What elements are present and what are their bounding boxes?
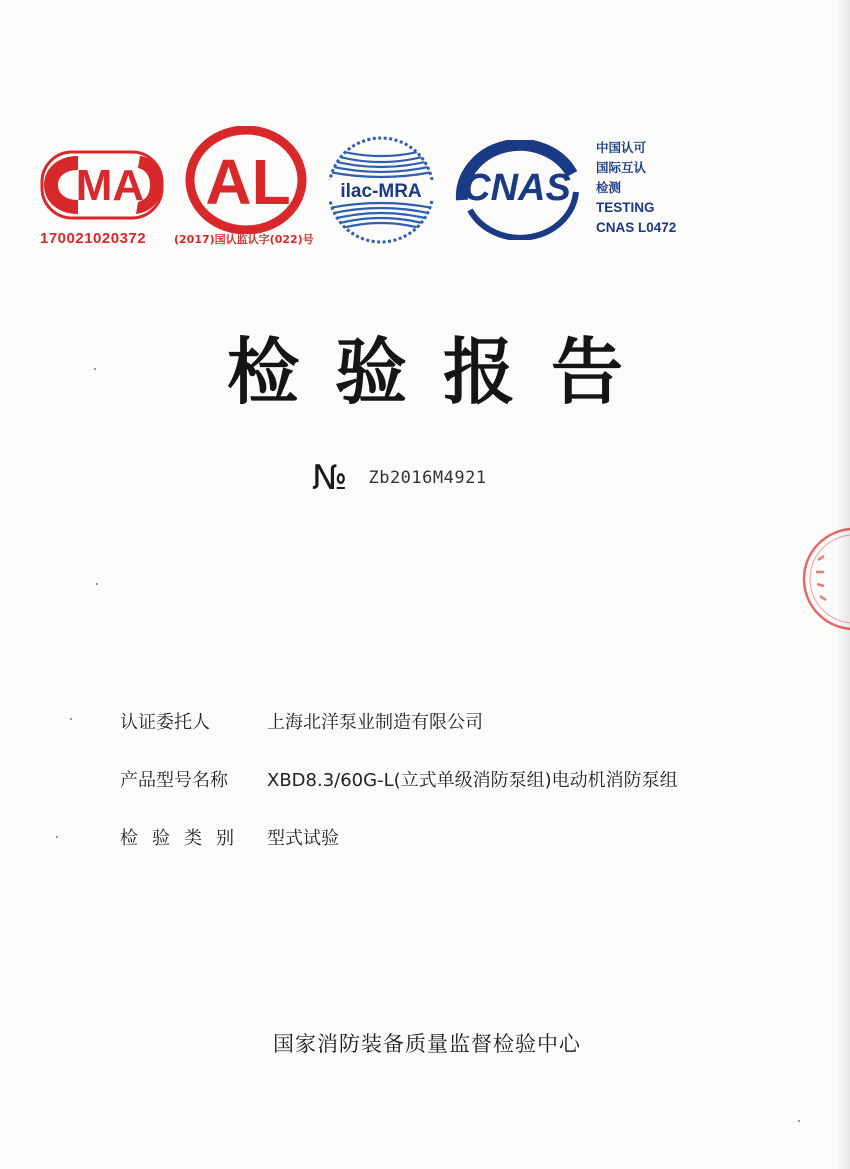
report-title: 检验报告 (226, 330, 659, 414)
cnas-line: 国际互认 (596, 160, 647, 175)
cal-logo (185, 126, 307, 234)
scan-speck (70, 718, 72, 720)
report-number (312, 458, 487, 498)
page-edge-shadow (836, 0, 850, 1169)
field-label: 检验类别 (120, 828, 248, 849)
field-label: 产品型号名称 (120, 770, 228, 791)
ilac-mra-logo (320, 134, 442, 246)
cnas-line: CNAS L0472 (596, 220, 677, 235)
cma-logo (38, 148, 166, 222)
scan-speck (96, 583, 98, 585)
field-value: 型式试验 (267, 828, 339, 849)
cal-number: (2017)国认监认字(022)号 (174, 233, 314, 246)
field-value: 上海北洋泵业制造有限公司 (267, 712, 483, 733)
field-value: XBD8.3/60G-L(立式单级消防泵组)电动机消防泵组 (267, 770, 678, 791)
cnas-logo-text: CNAS (463, 167, 571, 209)
scan-speck (56, 836, 58, 838)
issuing-organization: 国家消防装备质量监督检验中心 (273, 1032, 581, 1056)
number-symbol: № (312, 458, 348, 498)
ilac-logo-text: ilac-MRA (340, 181, 422, 202)
field-label: 认证委托人 (120, 712, 210, 733)
cma-logo-text: MA (75, 161, 145, 210)
report-number-value: Zb2016M4921 (368, 468, 487, 488)
cnas-line: TESTING (596, 200, 655, 215)
cnas-line: 检测 (596, 180, 622, 195)
scan-speck (94, 368, 96, 370)
cnas-accreditation-text (596, 138, 676, 238)
scan-speck (798, 1120, 800, 1122)
cnas-line: 中国认可 (596, 140, 647, 155)
cma-number: 170021020372 (40, 230, 147, 247)
cal-logo-text: AL (205, 146, 291, 218)
cnas-logo (450, 140, 584, 240)
